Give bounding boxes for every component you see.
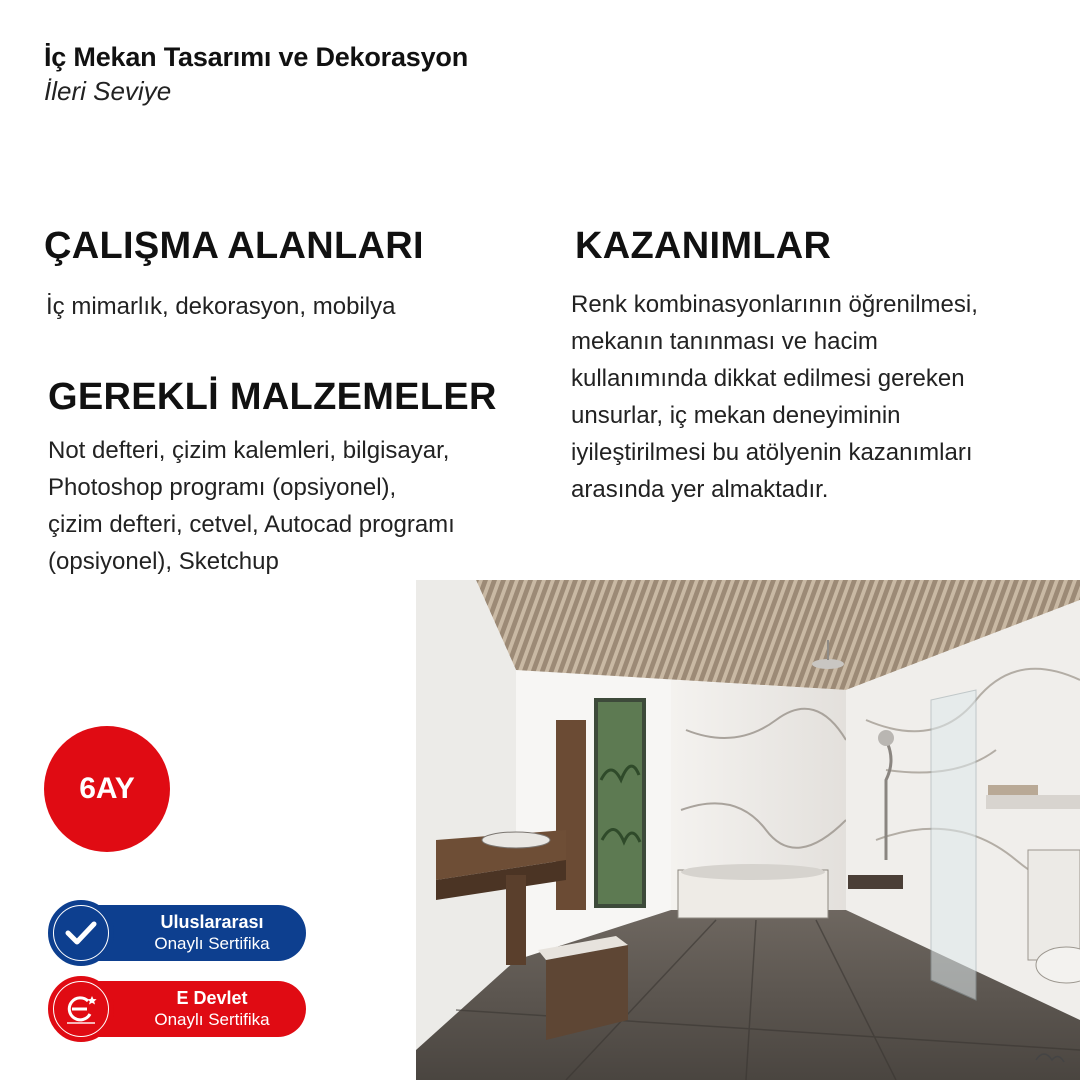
- check-icon: [65, 920, 97, 946]
- page-title: İç Mekan Tasarımı ve Dekorasyon: [44, 42, 469, 72]
- kazanim-heading: KAZANIMLAR: [575, 225, 832, 267]
- certificate-badge: [48, 976, 114, 1042]
- gerekli-heading: GEREKLİ MALZEMELER: [48, 376, 497, 418]
- gerekli-line: Photoshop programı (opsiyonel),: [48, 474, 397, 501]
- certificate-line2: Onaylı Sertifika: [154, 934, 270, 953]
- kazanim-line: mekanın tanınması ve hacim: [571, 328, 878, 355]
- gerekli-line: (opsiyonel), Sketchup: [48, 548, 279, 575]
- calisma-heading: ÇALIŞMA ALANLARI: [44, 225, 424, 267]
- kazanim-line: kullanımında dikkat edilmesi gereken: [571, 365, 965, 392]
- certificate-line1: E Devlet: [176, 988, 248, 1008]
- bathroom-illustration: [416, 580, 1080, 1080]
- certificate-badge: [48, 900, 114, 966]
- gerekli-line: çizim defteri, cetvel, Autocad programı: [48, 511, 455, 538]
- duration-badge: 6AY: [44, 726, 170, 852]
- bathroom-sketch: [416, 580, 1080, 1080]
- gerekli-line: Not defteri, çizim kalemleri, bilgisayar,: [48, 437, 450, 464]
- gerekli-text: [48, 432, 538, 580]
- certificate-line2: Onaylı Sertifika: [154, 1010, 270, 1029]
- kazanim-line: arasında yer almaktadır.: [571, 476, 829, 503]
- certificate-international: [48, 900, 306, 966]
- certificate-edevlet: [48, 976, 306, 1042]
- page-subtitle: İleri Seviye: [44, 76, 172, 106]
- kazanim-line: unsurlar, iç mekan deneyiminin: [571, 402, 901, 429]
- kazanim-text: [571, 286, 1041, 508]
- kazanim-line: Renk kombinasyonlarının öğrenilmesi,: [571, 291, 978, 318]
- kazanim-line: iyileştirilmesi bu atölyenin kazanımları: [571, 439, 973, 466]
- calisma-text: İç mimarlık, dekorasyon, mobilya: [46, 293, 396, 320]
- certificate-line1: Uluslararası: [160, 912, 264, 932]
- e-devlet-logo-icon: [61, 992, 101, 1026]
